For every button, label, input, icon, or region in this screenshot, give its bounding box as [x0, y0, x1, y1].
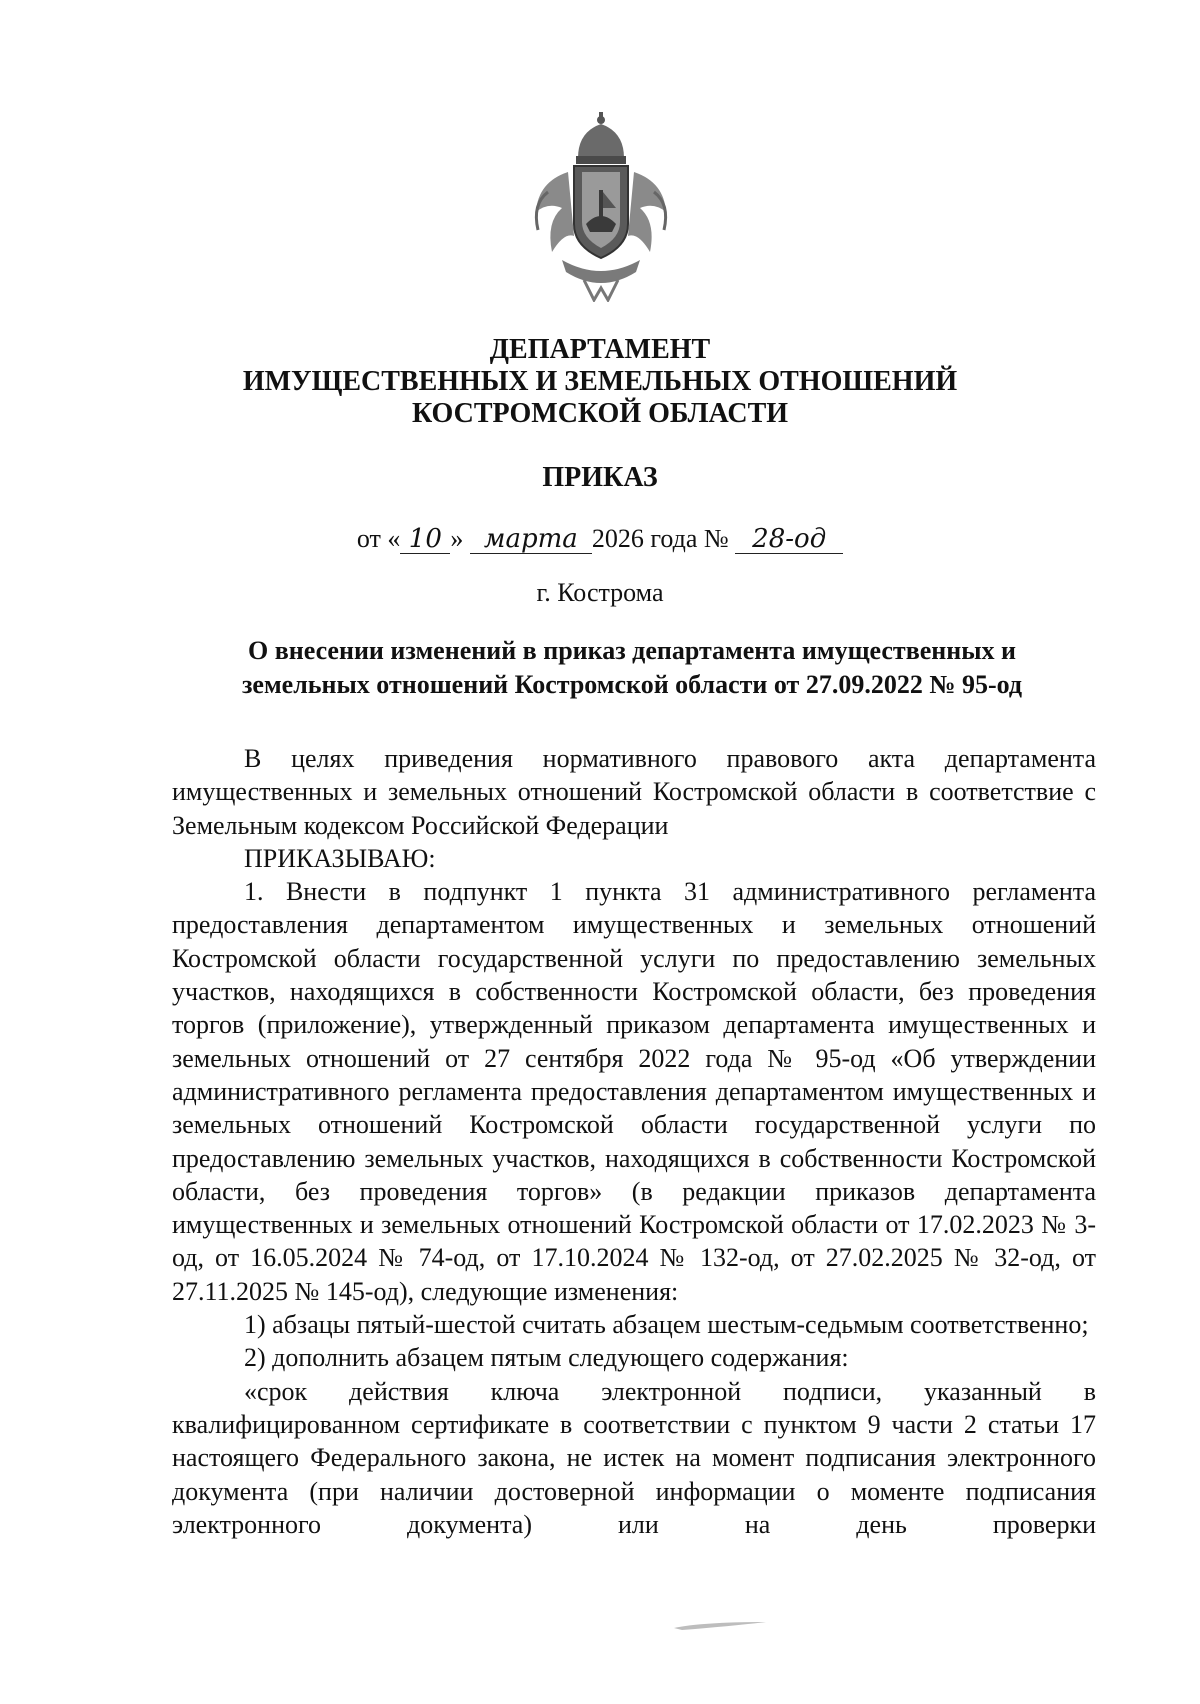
subject-line-1: О внесении изменений в приказ департамента имущественных и: [247, 636, 1017, 665]
department-header: [0, 334, 1200, 430]
date-mid: »: [450, 524, 464, 553]
date-day-handwritten: 10: [400, 525, 450, 554]
date-year-text: 2026 года №: [591, 524, 729, 553]
date-prefix: от «: [356, 524, 401, 553]
order-subject: [172, 634, 1092, 702]
paragraph-subitem-1: 1) абзацы пятый-шестой считать абзацем шестым-седьмым соответственно;: [244, 1310, 1089, 1340]
city-line: г. Кострома: [536, 578, 664, 607]
header-line-1: ДЕПАРТАМЕНТ: [489, 334, 711, 365]
paragraph-order-word: ПРИКАЗЫВАЮ:: [244, 843, 436, 873]
paragraph-subitem-2: 2) дополнить абзацем пятым следующего содержания:: [244, 1343, 849, 1373]
document-type-title: ПРИКАЗ: [542, 462, 658, 493]
header-line-2: ИМУЩЕСТВЕННЫХ И ЗЕМЕЛЬНЫХ ОТНОШЕНИЙ: [242, 366, 958, 397]
date-line: [0, 524, 1200, 554]
order-number-handwritten: 28-од: [735, 525, 843, 554]
scan-smudge-mark: [672, 1620, 768, 1630]
paragraph-item-1: 1. Внести в подпункт 1 пункта 31 административного регламента предоставления департаментом имущественных и земельных отношений Костромской области государственной услуги по предоставлению земельных участков, находящихся в собственности Костромской области, без проведения торгов (приложение), утвержденный приказом департамента имущественных и земельных отношений от 27 сентября 2022 года № 95-од «Об утверждении административного регламента предоставления департаментом имущественных и земельных отношений Костромской области государственной услуги по предоставлению земельных участков, находящихся в собственности Костромской области, без проведения торгов» (в редакции приказов департамента имущественных и земельных отношений Костромской области от 17.02.2023 № 3-од, от 16.05.2024 № 74-од, от 17.10.2024 № 132-од, от 27.02.2025 № 32-од, от 27.11.2025 № 145-од), следующие изменения:: [172, 877, 1096, 1306]
date-month-handwritten: марта: [470, 525, 592, 554]
order-body: [172, 742, 1096, 1541]
header-line-3: КОСТРОМСКОЙ ОБЛАСТИ: [411, 398, 789, 429]
paragraph-quoted-text: «срок действия ключа электронной подписи, указанный в квалифицированном сертификате в соответствии с пунктом 9 части 2 статьи 17 настоящего Федерального закона, не истек на момент подписания электронного документа (при наличии достоверной информации о моменте подписания электронного документа) или на день проверки: [172, 1376, 1096, 1539]
paragraph-preamble: В целях приведения нормативного правового акта департамента имущественных и земельных отношений Костромской области в соответствие с Земельным кодексом Российской Федерации: [172, 744, 1096, 840]
kostroma-coat-of-arms-icon: [528, 112, 674, 302]
subject-line-2: земельных отношений Костромской области от 27.09.2022 № 95-од: [241, 670, 1023, 699]
